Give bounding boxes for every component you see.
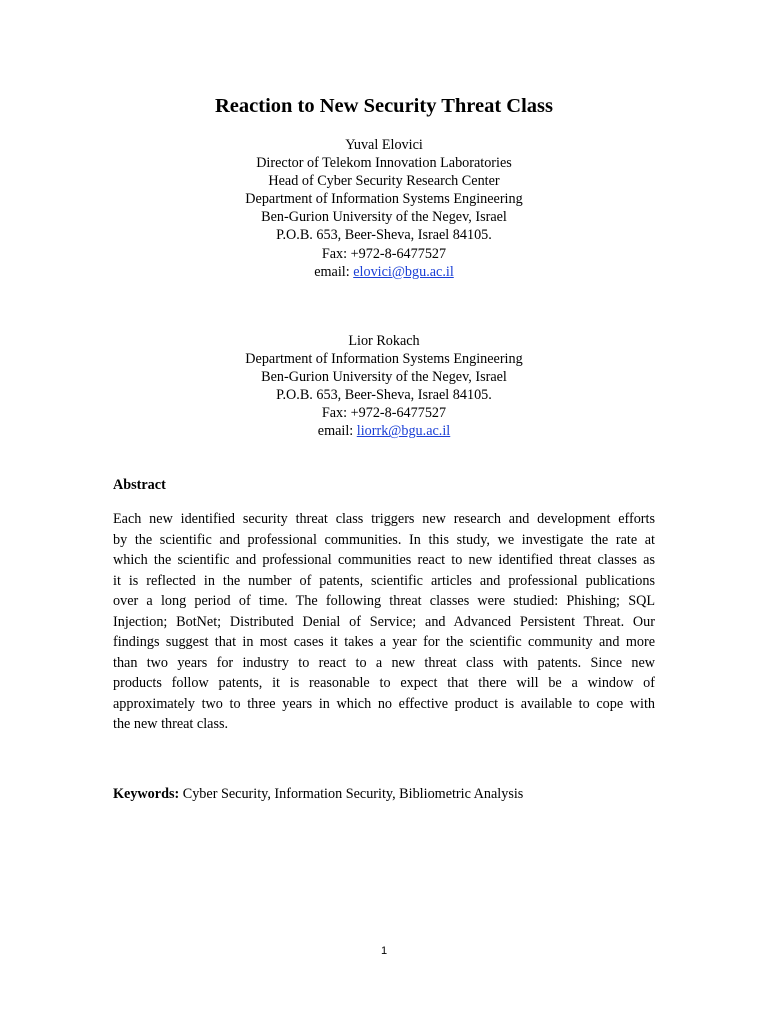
abstract-line: Injection; BotNet; Distributed Denial of Service; and Advanced Persistent Threat. Our <box>113 613 655 630</box>
abstract-line: over a long period of time. The following threat classes were studied: Phishing; SQL <box>113 593 655 609</box>
author-affiliation-line: Head of Cyber Security Research Center <box>268 173 500 190</box>
author-affiliation-line: Department of Information Systems Engineering <box>245 351 523 368</box>
abstract-line: products follow patents, it is reasonable to expect that there will be a window of <box>113 675 655 691</box>
author-affiliation-line: Director of Telekom Innovation Laboratories <box>256 155 512 172</box>
author-email-line <box>0 422 768 440</box>
email-label: email: <box>317 423 357 440</box>
email-label: email: <box>314 263 354 280</box>
author-name: Yuval Elovici <box>345 137 423 153</box>
abstract-heading: Abstract <box>113 477 166 493</box>
author-email-line <box>0 263 768 281</box>
author-address-line: P.O.B. 653, Beer-Sheva, Israel 84105. <box>276 227 492 244</box>
abstract-line: approximately two to three years in which no effective product is available to cope with <box>113 695 655 712</box>
author-fax-line: Fax: +972-8-6477527 <box>321 405 447 422</box>
keywords-label: Keywords: <box>113 786 180 802</box>
author-block-elovici <box>0 136 768 281</box>
email-link-elovici[interactable]: elovici@bgu.ac.il <box>353 263 454 280</box>
abstract-body <box>113 509 655 735</box>
page-number: 1 <box>380 945 388 957</box>
keywords-text: Cyber Security, Information Security, Bibliometric Analysis <box>179 786 524 802</box>
abstract-line: than two years for industry to react to a new threat class with patents. Since new <box>113 654 655 671</box>
abstract-line: the new threat class. <box>113 716 229 732</box>
abstract-line: findings suggest that in most cases it takes a year for the scientific community and more <box>113 634 655 650</box>
author-name: Lior Rokach <box>348 333 420 349</box>
paper-title: Reaction to New Security Threat Class <box>214 95 554 117</box>
author-fax-line: Fax: +972-8-6477527 <box>321 245 447 262</box>
keywords <box>113 785 523 803</box>
author-affiliation-line: Ben-Gurion University of the Negev, Israel <box>261 209 507 226</box>
author-affiliation-line: Ben-Gurion University of the Negev, Israel <box>261 369 507 386</box>
author-address-line: P.O.B. 653, Beer-Sheva, Israel 84105. <box>276 387 492 404</box>
author-block-rokach <box>0 332 768 441</box>
abstract-line: by the scientific and professional communities. In this study, we investigate the rate at <box>113 531 655 548</box>
email-link-rokach[interactable]: liorrk@bgu.ac.il <box>356 423 451 440</box>
abstract-line: it is reflected in the number of patents, scientific articles and professional publications <box>113 572 655 589</box>
abstract-line: Each new identified security threat class triggers new research and development efforts <box>113 511 655 527</box>
author-affiliation-line: Department of Information Systems Engineering <box>245 191 523 208</box>
abstract-line: which the scientific and professional communities react to new identified threat classes as <box>113 552 655 568</box>
